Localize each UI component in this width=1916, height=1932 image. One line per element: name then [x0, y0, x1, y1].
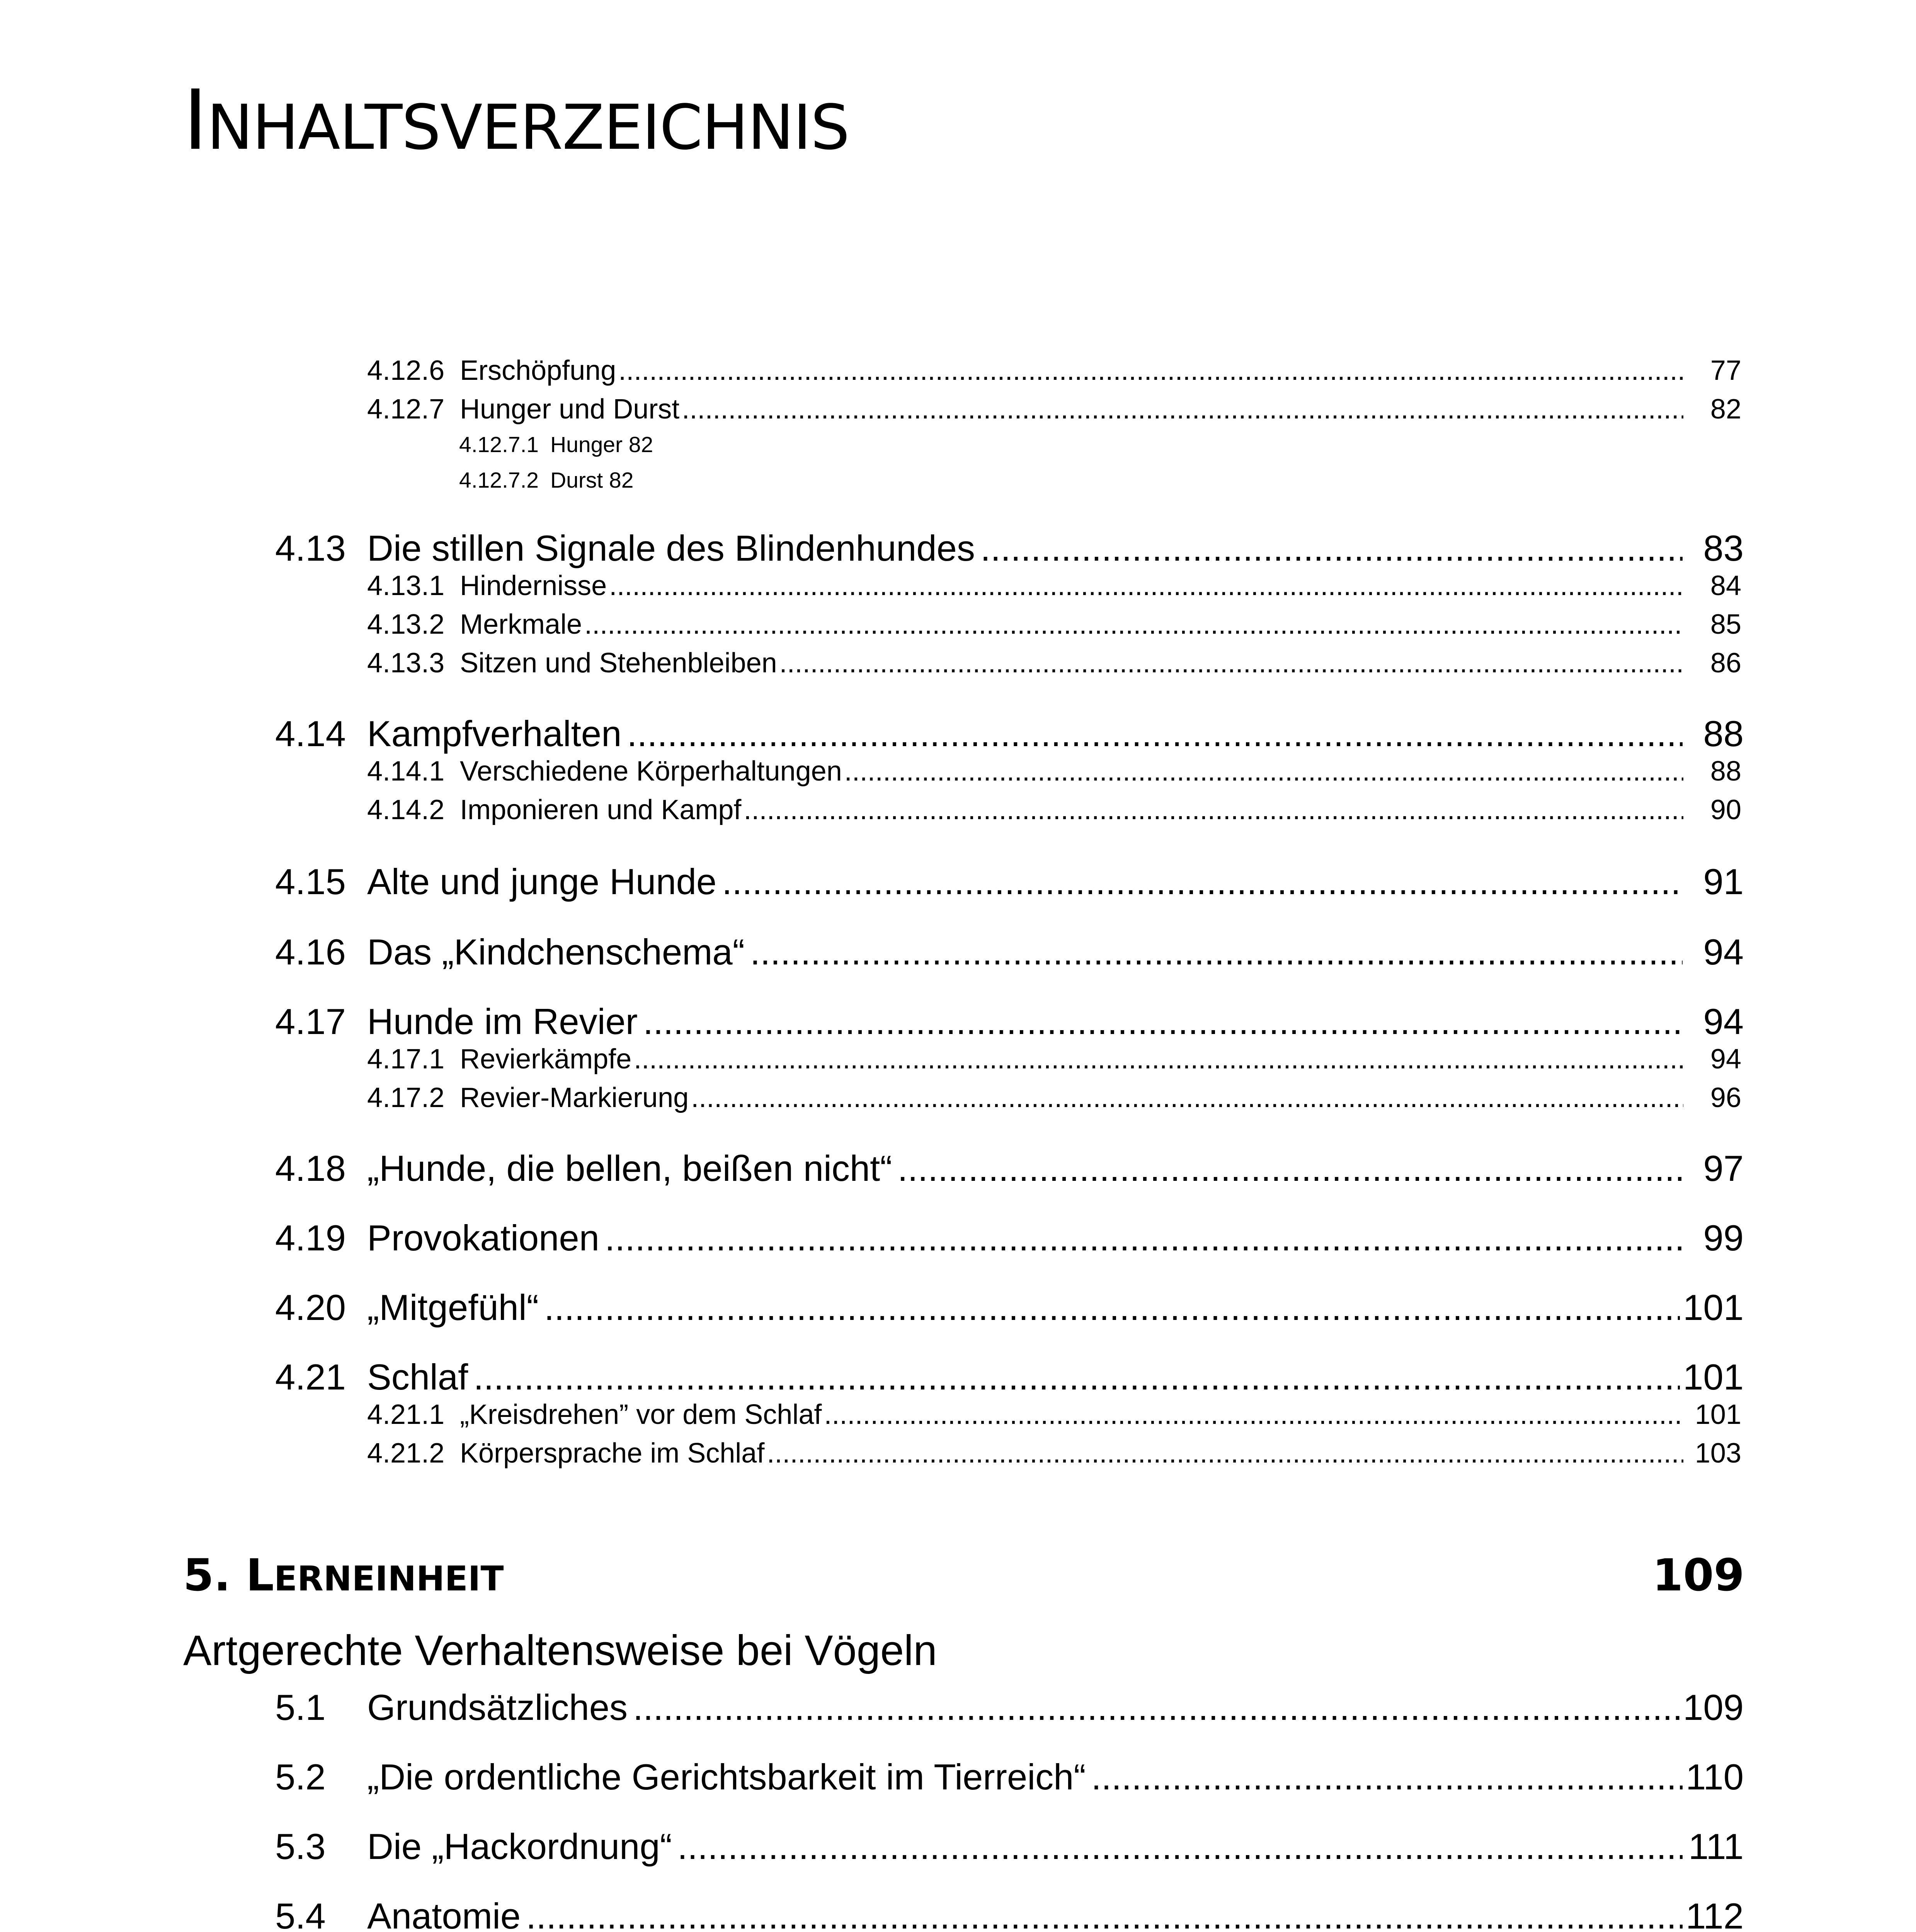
dot-leader — [744, 794, 1683, 826]
toc-entry-number: 4.13.1 — [367, 570, 445, 601]
toc-entry-label: Alte und junge Hunde — [367, 861, 717, 902]
toc-entry-label: Hunger und Durst — [460, 394, 680, 425]
toc-entry-label: „Kreisdrehen” vor dem Schlaf — [460, 1399, 822, 1430]
toc-entry[interactable] — [459, 432, 653, 463]
chapter-title — [183, 1549, 504, 1601]
toc-entry-page: 94 — [1703, 932, 1744, 972]
chapter-rest: ERNEINHEIT — [274, 1559, 504, 1599]
toc-entry-page: 97 — [1703, 1148, 1744, 1189]
toc-entry[interactable] — [275, 1148, 1744, 1194]
toc-entry-label: Die „Hackordnung“ — [367, 1826, 672, 1867]
toc-entry-number: 4.12.7.1 — [459, 432, 539, 457]
toc-entry-page: 99 — [1703, 1218, 1744, 1258]
toc-entry-label: Anatomie — [367, 1896, 521, 1932]
toc-entry-number: 4.17.2 — [367, 1082, 445, 1113]
toc-entry-label: Schlaf — [367, 1357, 468, 1397]
toc-entry[interactable] — [367, 1082, 1741, 1121]
toc-entry[interactable] — [275, 931, 1744, 978]
dot-leader — [634, 1043, 1683, 1075]
toc-entry[interactable] — [275, 527, 1744, 574]
toc-entry-label: Durst 82 — [550, 468, 634, 493]
dot-leader — [605, 1217, 1683, 1259]
toc-entry[interactable] — [367, 755, 1741, 794]
toc-entry-label: Erschöpfung — [460, 355, 616, 386]
dot-leader — [544, 1287, 1680, 1328]
toc-entry-page: 110 — [1686, 1757, 1744, 1797]
toc-entry-number: 4.12.6 — [367, 355, 445, 386]
toc-entry-page: 86 — [1710, 648, 1741, 679]
toc-entry[interactable] — [367, 393, 1741, 432]
toc-entry-label: Die stillen Signale des Blindenhundes — [367, 528, 975, 568]
toc-entry[interactable] — [367, 355, 1741, 393]
toc-entry-number: 4.17.1 — [367, 1044, 445, 1075]
dot-leader — [609, 570, 1683, 602]
toc-entry-number: 5.4 — [275, 1896, 326, 1932]
toc-entry-number: 4.14.1 — [367, 756, 445, 787]
toc-entry-page: 96 — [1710, 1082, 1741, 1113]
toc-entry-page: 91 — [1703, 861, 1744, 902]
dot-leader — [618, 355, 1683, 386]
toc-entry-number: 4.19 — [275, 1218, 346, 1258]
toc-entry-page: 82 — [1710, 394, 1741, 425]
toc-entry-label: Verschiedene Körperhaltungen — [460, 756, 842, 787]
dot-leader — [824, 1399, 1683, 1430]
toc-entry-number: 4.21.2 — [367, 1438, 445, 1469]
toc-entry-number: 4.20 — [275, 1287, 346, 1328]
toc-entry[interactable] — [367, 609, 1741, 647]
toc-entry[interactable] — [367, 1043, 1741, 1082]
dot-leader — [779, 647, 1683, 679]
dot-leader — [584, 609, 1683, 640]
toc-entry[interactable] — [367, 570, 1741, 609]
toc-entry-label: Revier-Markierung — [460, 1082, 689, 1113]
toc-entry[interactable] — [367, 647, 1741, 686]
toc-entry[interactable] — [367, 794, 1741, 833]
toc-entry-label: Imponieren und Kampf — [460, 794, 742, 825]
toc-entry[interactable] — [275, 1356, 1744, 1403]
dot-leader — [473, 1356, 1680, 1398]
toc-entry-page: 85 — [1710, 609, 1741, 640]
toc-entry-label: Körpersprache im Schlaf — [460, 1438, 765, 1469]
title-initial: I — [183, 72, 207, 168]
toc-entry-number: 4.18 — [275, 1148, 346, 1189]
toc-entry-page: 88 — [1710, 756, 1741, 787]
toc-entry-label: Hindernisse — [460, 570, 607, 601]
toc-entry-number: 5.3 — [275, 1826, 326, 1867]
toc-entry[interactable] — [275, 1826, 1744, 1872]
toc-entry-label: „Die ordentliche Gerichtsbarkeit im Tierreich“ — [367, 1757, 1086, 1797]
dot-leader — [691, 1082, 1683, 1114]
dot-leader — [980, 527, 1683, 569]
toc-entry[interactable] — [367, 1437, 1741, 1476]
dot-leader — [633, 1687, 1680, 1728]
dot-leader — [898, 1148, 1683, 1189]
dot-leader — [643, 1001, 1683, 1043]
title-rest: NHALTSVERZEICHNIS — [207, 91, 849, 163]
toc-entry-number: 4.13 — [275, 528, 346, 568]
toc-entry[interactable] — [275, 861, 1744, 907]
chapter-subtitle: Artgerechte Verhaltensweise bei Vögeln — [183, 1627, 937, 1674]
toc-entry-label: Hunde im Revier — [367, 1001, 638, 1042]
toc-entry[interactable] — [275, 1001, 1744, 1047]
toc-entry[interactable] — [275, 1895, 1744, 1932]
toc-entry-number: 4.12.7 — [367, 394, 445, 425]
toc-entry[interactable] — [275, 1756, 1744, 1803]
toc-entry-number: 5.2 — [275, 1757, 326, 1797]
page-title — [183, 72, 849, 168]
dot-leader — [750, 931, 1683, 973]
toc-entry-page: 111 — [1688, 1826, 1744, 1867]
toc-entry[interactable] — [275, 713, 1744, 759]
dot-leader — [1091, 1756, 1683, 1798]
toc-entry-page: 77 — [1710, 355, 1741, 386]
toc-entry-label: Kampfverhalten — [367, 713, 622, 754]
dot-leader — [526, 1895, 1683, 1932]
toc-entry-label: Revierkämpfe — [460, 1044, 632, 1075]
toc-entry[interactable] — [459, 468, 633, 498]
toc-entry-page: 90 — [1710, 794, 1741, 825]
toc-entry-page: 88 — [1703, 713, 1744, 754]
toc-entry-number: 4.21 — [275, 1357, 346, 1397]
toc-entry-number: 4.13.3 — [367, 648, 445, 679]
dot-leader — [722, 861, 1683, 903]
toc-entry-page: 103 — [1695, 1438, 1741, 1469]
dot-leader — [767, 1437, 1683, 1469]
toc-entry-number: 4.13.2 — [367, 609, 445, 640]
toc-entry-label: Sitzen und Stehenbleiben — [460, 648, 777, 679]
toc-entry[interactable] — [275, 1687, 1744, 1733]
toc-entry-label: Hunger 82 — [550, 432, 653, 457]
toc-entry-label: Merkmale — [460, 609, 582, 640]
toc-entry-label: „Hunde, die bellen, beißen nicht“ — [367, 1148, 892, 1189]
toc-entry-label: Das „Kindchenschema“ — [367, 932, 745, 972]
toc-entry-number: 4.15 — [275, 861, 346, 902]
dot-leader — [627, 713, 1683, 755]
toc-entry-page: 101 — [1695, 1399, 1741, 1430]
toc-entry-page: 94 — [1710, 1044, 1741, 1075]
toc-entry-number: 4.17 — [275, 1001, 346, 1042]
toc-entry-number: 4.16 — [275, 932, 346, 972]
toc-entry-number: 4.14 — [275, 713, 346, 754]
chapter-heading — [183, 1549, 1744, 1601]
dot-leader — [844, 755, 1683, 787]
toc-entry-number: 4.14.2 — [367, 794, 445, 825]
toc-entry[interactable] — [275, 1217, 1744, 1264]
toc-entry-number: 5.1 — [275, 1687, 326, 1728]
toc-entry[interactable] — [275, 1287, 1744, 1333]
toc-entry-page: 112 — [1686, 1896, 1744, 1932]
toc-entry-page: 109 — [1683, 1687, 1744, 1728]
toc-entry[interactable] — [367, 1399, 1741, 1437]
toc-entry-label: Provokationen — [367, 1218, 599, 1258]
toc-entry-page: 101 — [1683, 1357, 1744, 1397]
dot-leader — [682, 393, 1683, 425]
dot-leader — [677, 1826, 1683, 1867]
toc-entry-page: 84 — [1710, 570, 1741, 601]
toc-entry-label: „Mitgefühl“ — [367, 1287, 539, 1328]
toc-entry-page: 83 — [1703, 528, 1744, 568]
toc-entry-page: 101 — [1683, 1287, 1744, 1328]
chapter-prefix: 5. L — [183, 1549, 274, 1601]
chapter-page: 109 — [1652, 1549, 1744, 1601]
toc-entry-label: Grundsätzliches — [367, 1687, 628, 1728]
toc-entry-page: 94 — [1703, 1001, 1744, 1042]
toc-entry-number: 4.21.1 — [367, 1399, 445, 1430]
toc-entry-number: 4.12.7.2 — [459, 468, 539, 493]
